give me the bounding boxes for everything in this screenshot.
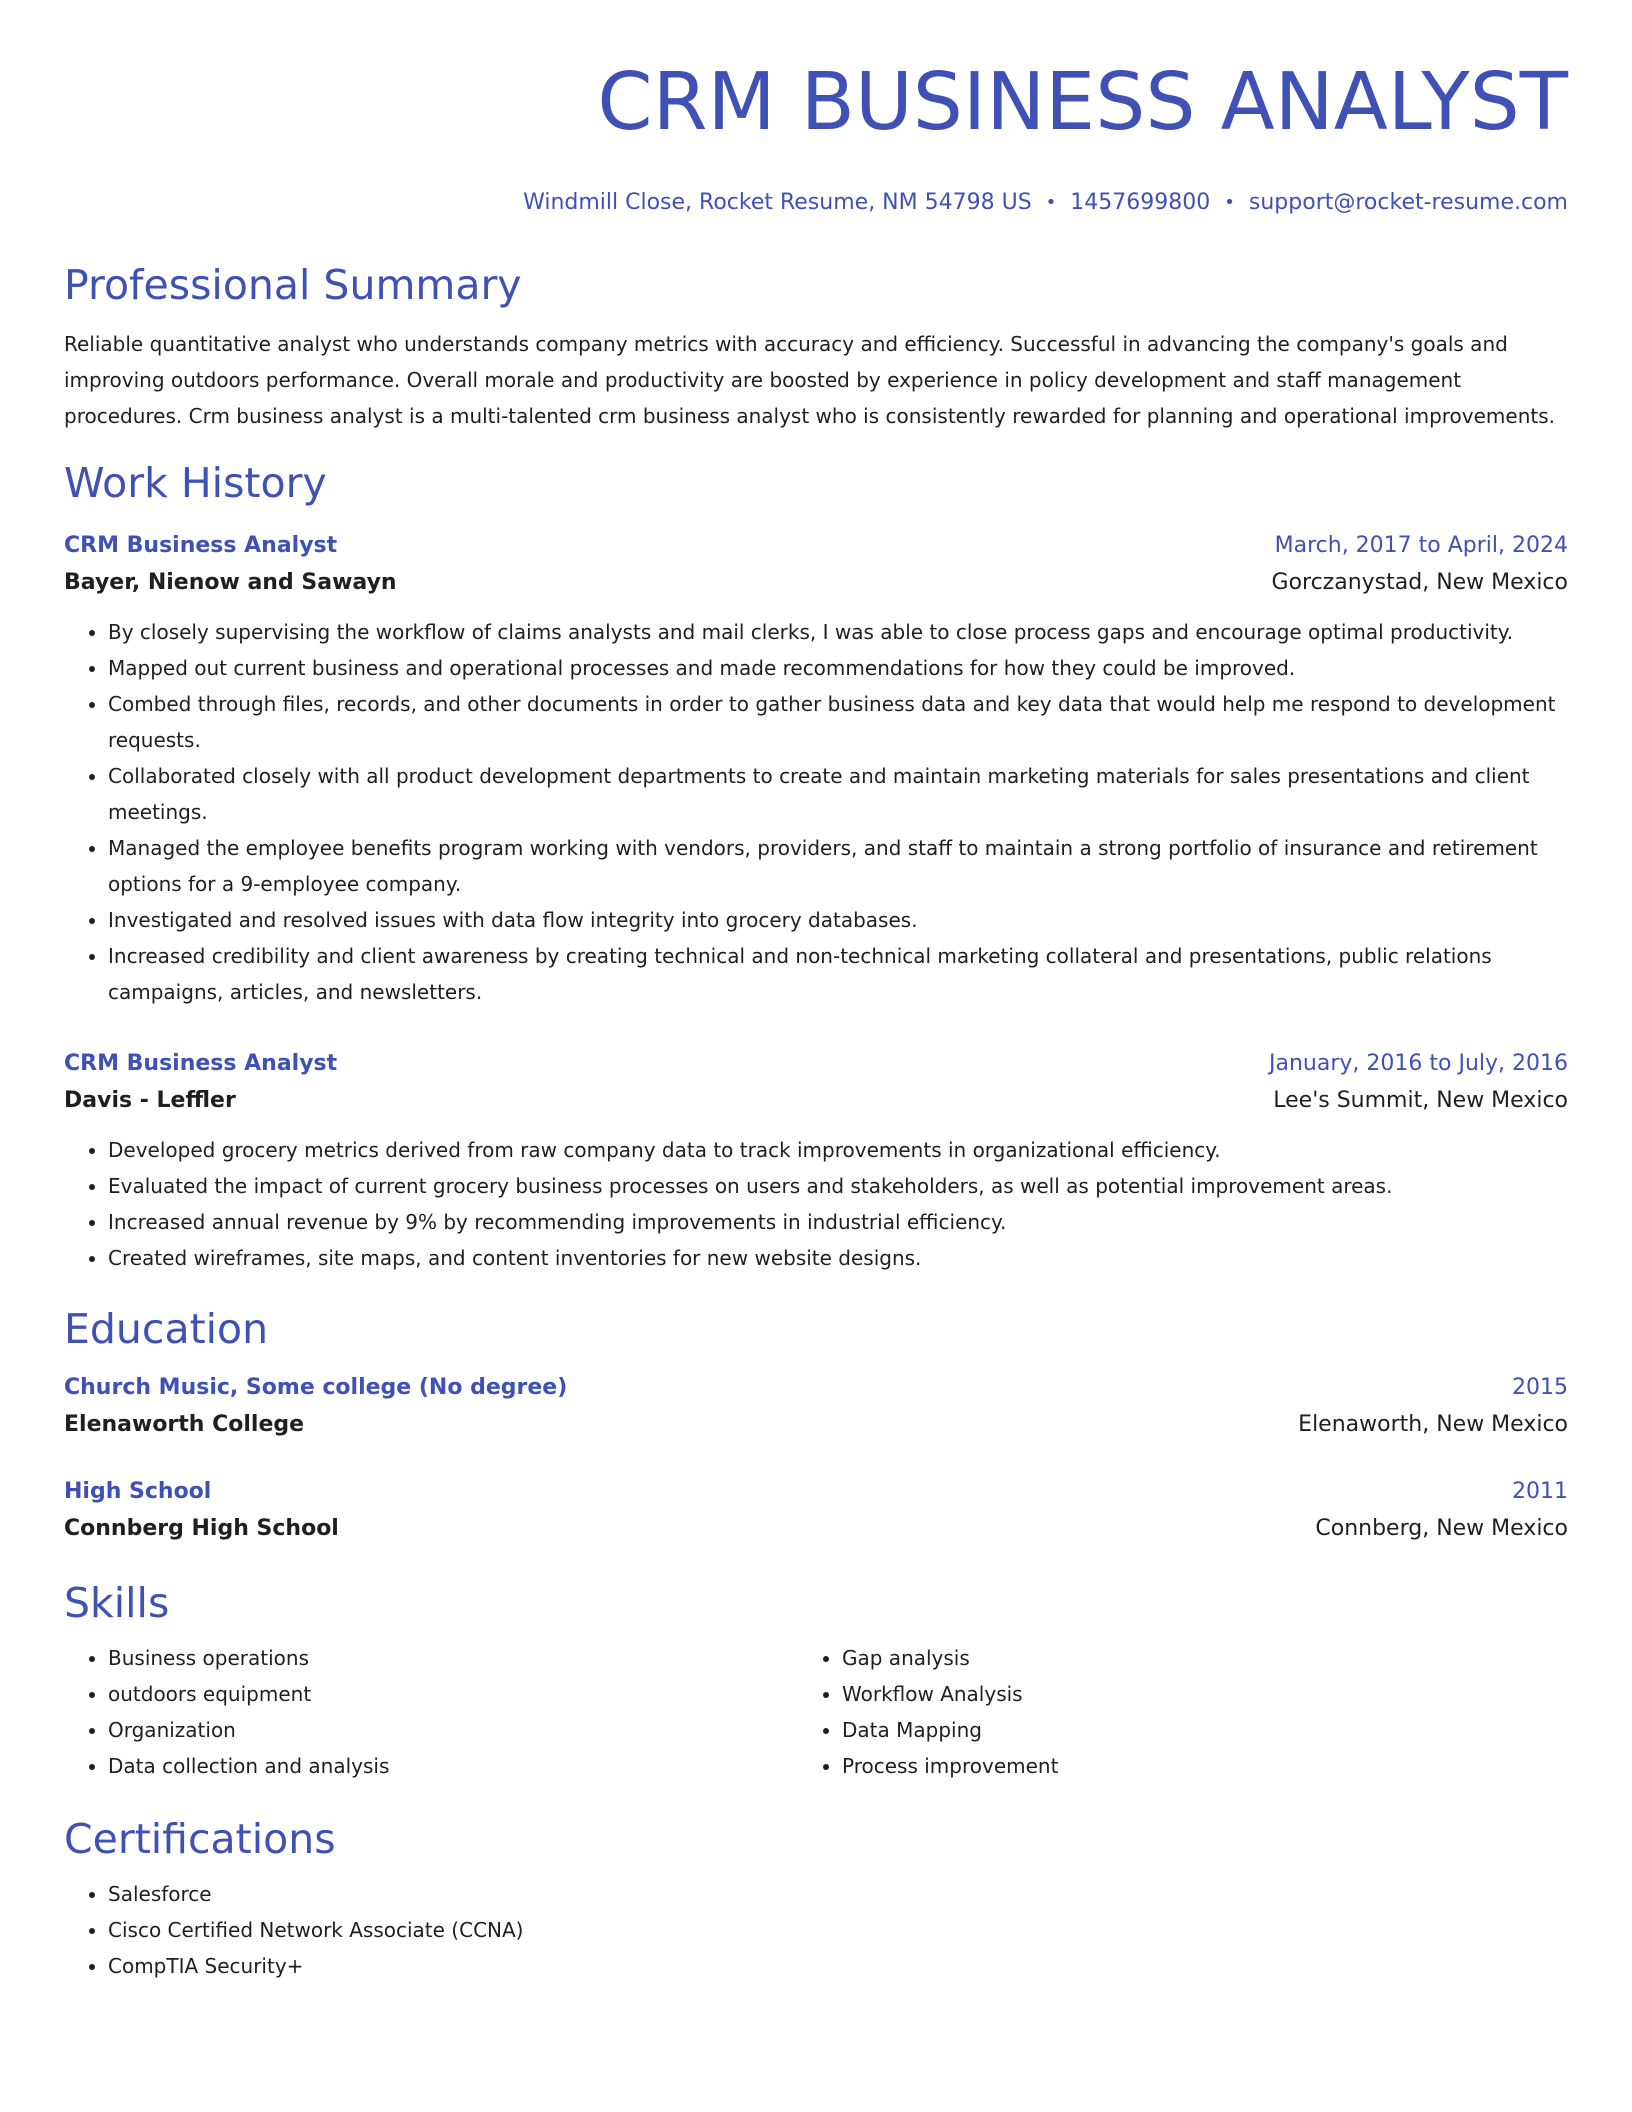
certification-item: • CompTIA Security+ <box>108 1948 1568 1984</box>
education-heading: Education <box>64 1305 269 1353</box>
job-org-row <box>64 1082 1568 1120</box>
job-bullet: • Increased credibility and client awareness by creating technical and non-technical marketing collateral and presentations, public relations campaigns, articles, and newsletters. <box>108 938 1568 1010</box>
education-year: 2015 <box>1512 1375 1568 1400</box>
contact-separator: • <box>1224 192 1235 213</box>
job-company: Davis - Leffler <box>64 1088 236 1113</box>
skills-grid <box>64 1640 1568 1784</box>
job-location: Lee's Summit, New Mexico <box>1273 1088 1568 1113</box>
job-bullets <box>64 1132 1568 1276</box>
education-location: Connberg, New Mexico <box>1315 1516 1568 1541</box>
summary-text: Reliable quantitative analyst who understands company metrics with accuracy and efficiency. Successful in advancing the company's goals and improving outdoors performance. Overall morale and productivity are boosted by experience in policy development and staff management procedures. Crm business analyst is a multi-talented crm business analyst who is consistently rewarded for planning and operational improvements. <box>64 332 1556 428</box>
contact-line <box>64 188 1568 218</box>
skill-item: • Data Mapping <box>842 1712 1532 1748</box>
job-bullet: • Developed grocery metrics derived from raw company data to track improvements in organizational efficiency. <box>108 1132 1568 1168</box>
contact-address: Windmill Close, Rocket Resume, NM 54798 US <box>523 190 1032 215</box>
job-role: CRM Business Analyst <box>64 533 338 558</box>
resume-title: CRM BUSINESS ANALYST <box>597 56 1568 148</box>
skill-item: • Workflow Analysis <box>842 1676 1532 1712</box>
certifications-heading: Certifications <box>64 1815 336 1863</box>
skill-item: • Organization <box>108 1712 798 1748</box>
job-entry <box>64 528 1568 1010</box>
education-year: 2011 <box>1512 1479 1568 1504</box>
skill-item: • Gap analysis <box>842 1640 1532 1676</box>
education-degree: Church Music, Some college (No degree) <box>64 1375 568 1400</box>
work-history-heading: Work History <box>64 459 327 507</box>
certification-item: • Cisco Certified Network Associate (CCNA) <box>108 1912 1568 1948</box>
skills-column-left <box>64 1640 798 1784</box>
job-bullet: • Investigated and resolved issues with data flow integrity into grocery databases. <box>108 902 1568 938</box>
job-header-row <box>64 528 1568 564</box>
job-dates: March, 2017 to April, 2024 <box>1274 533 1568 558</box>
certification-item: • Salesforce <box>108 1876 1568 1912</box>
education-school: Connberg High School <box>64 1516 339 1541</box>
job-bullet: • Combed through files, records, and other documents in order to gather business data and key data that would help me respond to development requests. <box>108 686 1568 758</box>
contact-phone: 1457699800 <box>1070 190 1211 215</box>
contact-separator: • <box>1045 192 1057 213</box>
job-bullet: • Increased annual revenue by 9% by recommending improvements in industrial efficiency. <box>108 1204 1568 1240</box>
education-entry <box>64 1474 1568 1548</box>
education-header-row <box>64 1370 1568 1406</box>
contact-email[interactable]: support@rocket-resume.com <box>1248 190 1568 215</box>
job-org-row <box>64 564 1568 602</box>
education-location: Elenaworth, New Mexico <box>1298 1412 1568 1437</box>
skills-heading: Skills <box>64 1579 170 1627</box>
skill-item: • Data collection and analysis <box>108 1748 798 1784</box>
job-bullet: • Collaborated closely with all product development departments to create and maintain marketing materials for sales presentations and client meetings. <box>108 758 1568 830</box>
job-bullet: • Managed the employee benefits program working with vendors, providers, and staff to maintain a strong portfolio of insurance and retirement options for a 9-employee company. <box>108 830 1568 902</box>
job-bullet: • Mapped out current business and operational processes and made recommendations for how they could be improved. <box>108 650 1568 686</box>
education-school-row <box>64 1406 1568 1444</box>
skill-item: • Process improvement <box>842 1748 1532 1784</box>
education-school-row <box>64 1510 1568 1548</box>
job-dates: January, 2016 to July, 2016 <box>1269 1051 1568 1076</box>
job-bullet: • By closely supervising the workflow of claims analysts and mail clerks, I was able to close process gaps and encourage optimal productivity. <box>108 614 1568 650</box>
job-bullet: • Evaluated the impact of current grocery business processes on users and stakeholders, as well as potential improvement areas. <box>108 1168 1568 1204</box>
education-school: Elenaworth College <box>64 1412 305 1437</box>
certifications-list <box>64 1876 1568 1984</box>
summary-heading: Professional Summary <box>64 261 522 309</box>
job-company: Bayer, Nienow and Sawayn <box>64 570 397 595</box>
education-header-row <box>64 1474 1568 1510</box>
job-bullet: • Created wireframes, site maps, and content inventories for new website designs. <box>108 1240 1568 1276</box>
education-entry <box>64 1370 1568 1444</box>
job-role: CRM Business Analyst <box>64 1051 338 1076</box>
skills-column-right <box>798 1640 1532 1784</box>
skill-item: • outdoors equipment <box>108 1676 798 1712</box>
job-location: Gorczanystad, New Mexico <box>1271 570 1568 595</box>
job-entry <box>64 1046 1568 1276</box>
education-degree: High School <box>64 1479 212 1504</box>
job-header-row <box>64 1046 1568 1082</box>
skill-item: • Business operations <box>108 1640 798 1676</box>
job-bullets <box>64 614 1568 1010</box>
